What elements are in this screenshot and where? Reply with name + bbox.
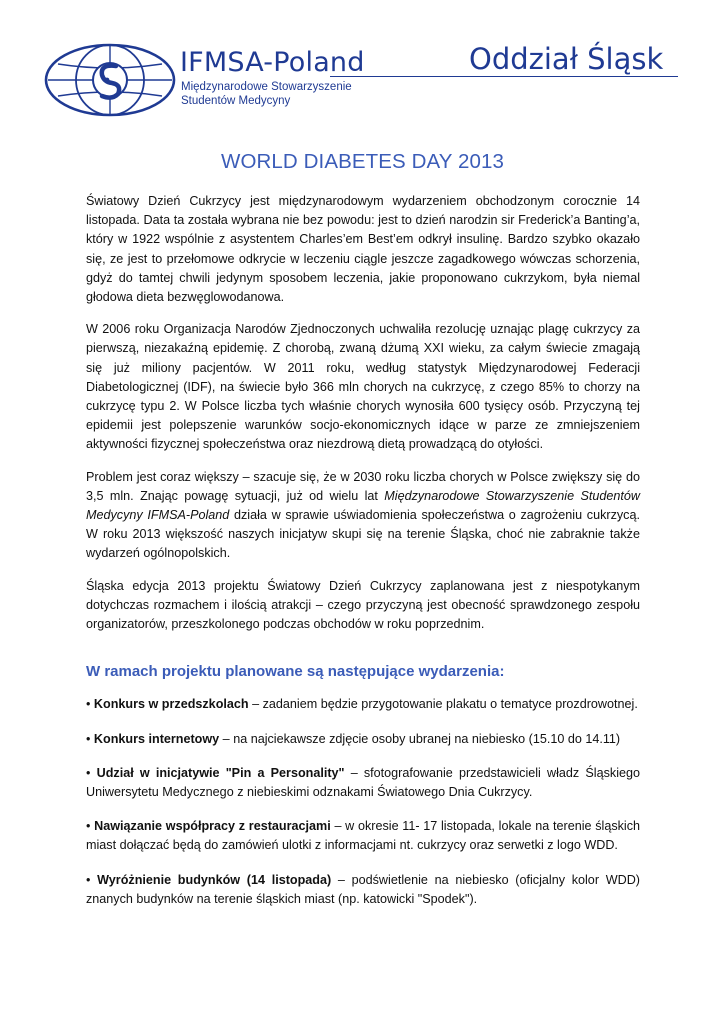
event-description: – zadaniem będzie przygotowanie plakatu o tematyce prozdrowotnej. xyxy=(248,697,638,712)
bullet-icon: • xyxy=(86,872,91,887)
document-title: WORLD DIABETES DAY 2013 xyxy=(221,150,504,173)
paragraph-epidemic: W 2006 roku Organizacja Narodów Zjednoczonych uchwaliła rezolucję uznając plagę cukrzycy za pierwszą, niezakaźną epidemię. Z chorobą, zwaną dżumą XXI wieku, za całym świecie zmagają się już miliony pacjentów. W 2011 roku, według statystyk Międzynarodowej Federacji Diabetologicznej (IDF), na świecie było 366 mln chorych na cukrzycę, z czego 85% to chorzy na cukrzycę typu 2. W Polsce liczba tych właśnie chorych wynosiła 600 tysięcy osób. Przyczyną tej epidemii jest polepszenie warunków socjo-ekonomicznych idące w parze ze zmniejszeniem aktywności fizycznej społeczeństwa oraz niezdrową dietą prowadzącą do otyłości. xyxy=(86,322,640,452)
organization-name-italic: Międzynarodowe Stowarzyszenie Studentów Medycyny IFMSA-Poland xyxy=(86,488,640,523)
event-item xyxy=(86,817,640,855)
event-item xyxy=(86,695,640,714)
event-title: Nawiązanie współpracy z restauracjami xyxy=(94,819,331,834)
event-title: Konkurs internetowy xyxy=(93,731,220,746)
event-description: – sfotografowanie przedstawicieli władz Śląskiego Uniwersytetu Medycznego z niebieskimi odznakami Światowego Dnia Cukrzycy. xyxy=(86,765,641,800)
branch-name: Oddział Śląsk xyxy=(469,42,664,76)
event-description: – na najciekawsze zdjęcie osoby ubranej na niebiesko (15.10 do 14.11) xyxy=(219,731,621,746)
org-subtitle-line2: Studentów Medycyny xyxy=(181,95,291,107)
bullet-icon: • xyxy=(86,819,91,834)
paragraph-intro: Światowy Dzień Cukrzycy jest międzynarodowym wydarzeniem obchodzonym corocznie 14 listopada. Data ta została wybrana nie bez powodu: jest to dzień narodzin sir Frederick’a Banting’a, który w 1922 wspólnie z asystentem Charles’em Best’em odkrył insulinę. Bardzo szybko okazało się, ze jest to przełomowe odkrycie w leczeniu ciągle jeszcze zagadkowego wówczas schorzenia, gdyż do tamtej chwili jedynym sposobem leczenia, jakie proponowano cukrzykom, była niemal głodowa dieta bezwęglowodanowa. xyxy=(86,194,640,305)
event-title: Konkurs w przedszkolach xyxy=(93,697,249,712)
event-item xyxy=(86,730,640,749)
paragraph-edition: Śląska edycja 2013 projektu Światowy Dzień Cukrzycy zaplanowana jest z niespotykanym dotychczas rozmachem i ilością atrakcji – czego przyczyną jest obecność sprawdzonego zespołu organizatorów, przeszkolonego podczas obchodów w roku poprzednim. xyxy=(86,578,640,632)
header-divider xyxy=(330,76,678,77)
paragraph-problem-text1: Problem jest coraz większy – szacuje się, że w 2030 roku liczba chorych w Polsce zwiększy się do 3,5 mln. Znając powagę sytuacji, już od wielu lat xyxy=(86,469,640,503)
ifmsa-logo-icon xyxy=(44,42,176,118)
paragraph-problem xyxy=(86,468,640,564)
paragraph-problem-text2: działa w sprawie uświadomienia społeczeństwa o zagrożeniu cukrzycą. W roku 2013 większość naszych inicjatyw skupi się na terenie Śląska, choć nie zabraknie także wydarzeń ogólnopolskich. xyxy=(86,508,640,561)
event-title: Udział w inicjatywie "Pin a Personality" xyxy=(96,765,345,780)
events-heading: W ramach projektu planowane są następujące wydarzenia: xyxy=(86,663,505,681)
org-subtitle-line1: Międzynarodowe Stowarzyszenie xyxy=(181,81,352,93)
bullet-icon: • xyxy=(86,765,91,780)
letterhead xyxy=(0,0,725,130)
event-title: Wyróżnienie budynków (14 listopada) xyxy=(97,872,332,887)
event-description: – podświetlenie na niebiesko (oficjalny kolor WDD) znanych budynków na terenie śląskich miast (np. katowicki "Spodek"). xyxy=(86,872,640,906)
event-description: – w okresie 11- 17 listopada, lokale na terenie śląskich miast dołączać będą do zamówień ulotki z informacjami nt. cukrzycy oraz serwetki z logo WDD. xyxy=(86,819,641,853)
event-item xyxy=(86,871,640,909)
org-subtitle xyxy=(181,80,352,108)
bullet-icon: • xyxy=(86,697,91,712)
document-body xyxy=(86,192,640,924)
org-name: IFMSA-Poland xyxy=(180,47,365,78)
event-item xyxy=(86,764,640,802)
bullet-icon: • xyxy=(86,731,91,746)
